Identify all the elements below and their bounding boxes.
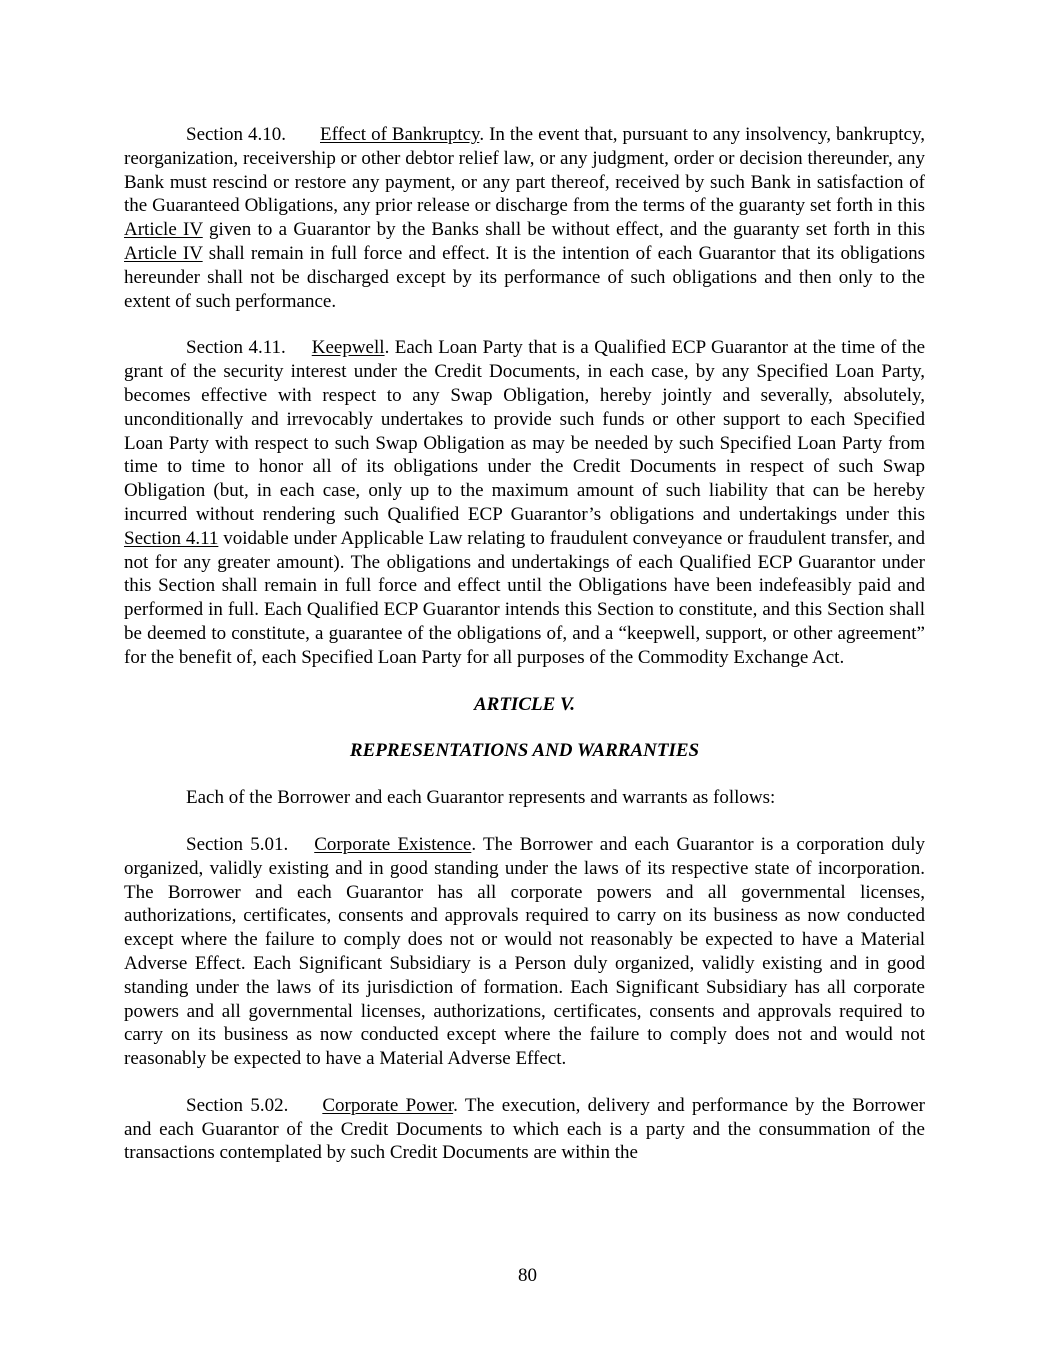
cross-reference: Section 4.11 — [124, 527, 219, 549]
document-body — [124, 123, 925, 1165]
section-number: Section 4.11. — [186, 337, 286, 359]
article-intro: Each of the Borrower and each Guarantor represents and warrants as follows: — [186, 787, 776, 809]
cross-reference: Article IV — [124, 242, 203, 264]
section-4-10: Section 4.10. Effect of Bankruptcy. In the event that, pursuant to any insolvency, bankruptcy, reorganization, receivership or other debtor relief law, or any judgment, order or decision thereunder, any Bank must rescind or restore any payment, or any part thereof, received by such Bank in satisfaction of the Guaranteed Obligations, any prior release or discharge from the terms of the guaranty set forth in this Article IV given to a Guarantor by the Banks shall be without effect, and the guaranty set forth in this Article IV shall remain in full force and effect. It is the intention of each Guarantor that its obligations hereunder shall not be discharged except by its performance of such obligations and then only to the extent of such performance. — [124, 124, 925, 312]
section-title: Corporate Power — [322, 1094, 454, 1116]
page-number: 80 — [518, 1265, 537, 1286]
section-5-02: Section 5.02. Corporate Power. The execution, delivery and performance by the Borrower and each Guarantor of the Credit Documents to which each is a party and the consummation of the transactions contemplated by such Credit Documents are within the — [124, 1094, 926, 1164]
section-4-11: Section 4.11. Keepwell. Each Loan Party that is a Qualified ECP Guarantor at the time of the grant of the security interest under the Credit Documents, in each case, by any Specified Loan Party, becomes effective with respect to any Swap Obligation, hereby jointly and severally, absolutely, unconditionally and irrevocably undertakes to provide such funds or other support to each Specified Loan Party with respect to such Swap Obligation as may be needed by such Specified Loan Party from time to time to honor all of its obligations under the Credit Documents in respect of such Swap Obligation (but, in each case, only up to the maximum amount of such liability that can be hereby incurred without rendering such Qualified ECP Guarantor’s obligations and undertakings under this Section 4.11 voidable under Applicable Law relating to fraudulent conveyance or fraudulent transfer, and not for any greater amount). The obligations and undertakings of each Qualified ECP Guarantor under this Section shall remain in full force and effect until the Obligations have been indefeasibly paid and performed in full. Each Qualified ECP Guarantor intends this Section to constitute, and this Section shall be deemed to constitute, a guarantee of the obligations of, and a “keepwell, support, or other agreement” for the benefit of, each Specified Loan Party for all purposes of the Commodity Exchange Act. — [124, 337, 926, 668]
section-title: Keepwell — [311, 337, 385, 359]
article-title: REPRESENTATIONS AND WARRANTIES — [349, 740, 700, 762]
cross-reference: Article IV — [124, 219, 203, 241]
section-5-01: Section 5.01. Corporate Existence. The Borrower and each Guarantor is a corporation duly organized, validly existing and in good standing under the laws of its respective state of incorporation. The Borrower and each Guarantor has all corporate powers and all governmental licenses, authorizations, certificates, consents and approvals required to carry on its business as now conducted except where the failure to comply does not or would not reasonably be expected to have a Material Adverse Effect. Each Significant Subsidiary is a Person duly organized, validly existing and in good standing under the laws of its jurisdiction of formation. Each Significant Subsidiary has all corporate powers and all governmental licenses, authorizations, certificates, consents and approvals required to carry on its business as now conducted except where the failure to comply does not and would not reasonably be expected to have a Material Adverse Effect. — [124, 833, 925, 1070]
section-title: Corporate Existence — [314, 833, 472, 855]
section-title: Effect of Bankruptcy — [320, 124, 480, 145]
article-number: ARTICLE V. — [473, 693, 576, 715]
section-number: Section 5.02. — [186, 1094, 289, 1116]
section-number: Section 5.01. — [186, 833, 289, 855]
section-number: Section 4.10. — [186, 124, 286, 145]
